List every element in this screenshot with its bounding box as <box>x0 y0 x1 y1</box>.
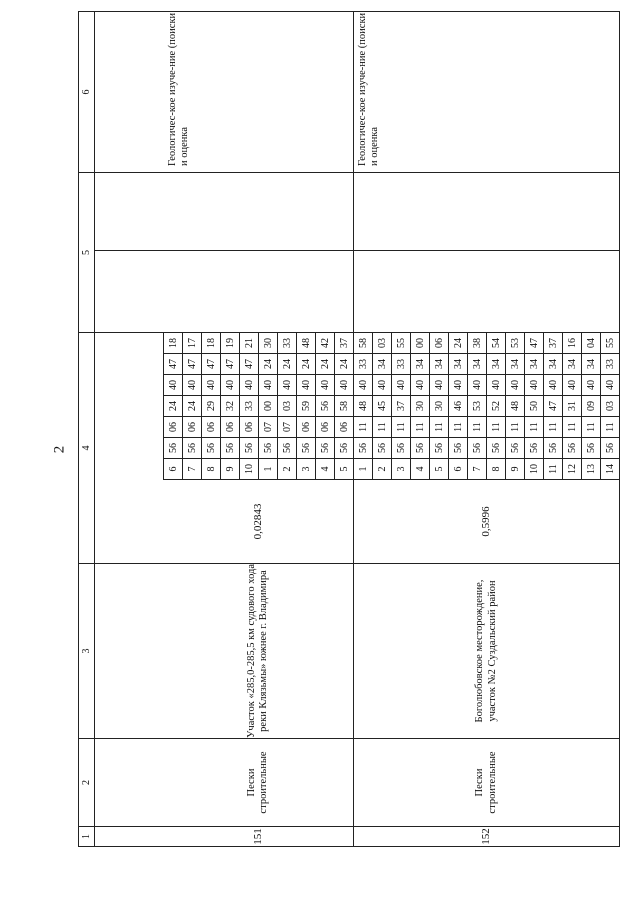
lon-deg: 40 <box>449 375 468 396</box>
lon-sec: 47 <box>525 333 544 354</box>
spacer-cell <box>95 739 164 827</box>
lon-min: 47 <box>240 354 259 375</box>
lon-min: 34 <box>582 354 601 375</box>
lon-sec: 54 <box>487 333 506 354</box>
point-number: 1 <box>354 459 373 480</box>
point-number: 8 <box>202 459 221 480</box>
point-number: 13 <box>582 459 601 480</box>
lat-sec: 37 <box>392 396 411 417</box>
lat-sec: 33 <box>240 396 259 417</box>
lat-min: 11 <box>411 417 430 438</box>
point-number: 1 <box>259 459 278 480</box>
lon-sec: 37 <box>335 333 354 354</box>
spacer-cell <box>95 251 164 333</box>
point-number: 10 <box>240 459 259 480</box>
mineral-type: Пески строительные <box>354 739 620 827</box>
header-row <box>79 12 95 847</box>
lat-min: 11 <box>430 417 449 438</box>
lon-min: 24 <box>278 354 297 375</box>
lon-min: 47 <box>183 354 202 375</box>
point-number: 5 <box>430 459 449 480</box>
lon-sec: 24 <box>449 333 468 354</box>
lat-sec: 31 <box>563 396 582 417</box>
point-number: 9 <box>221 459 240 480</box>
lon-deg: 40 <box>164 375 183 396</box>
point-number: 2 <box>373 459 392 480</box>
lat-deg: 56 <box>449 438 468 459</box>
point-number: 12 <box>563 459 582 480</box>
rotated-table-container <box>78 12 616 847</box>
point-number: 8 <box>487 459 506 480</box>
lon-deg: 40 <box>411 375 430 396</box>
lon-deg: 40 <box>202 375 221 396</box>
lat-deg: 56 <box>468 438 487 459</box>
lon-sec: 55 <box>392 333 411 354</box>
point-number: 3 <box>392 459 411 480</box>
lon-min: 34 <box>487 354 506 375</box>
lat-sec: 30 <box>430 396 449 417</box>
lon-sec: 17 <box>183 333 202 354</box>
lat-min: 07 <box>259 417 278 438</box>
spacer-cell <box>95 333 164 564</box>
point-number: 14 <box>601 459 620 480</box>
lon-min: 34 <box>449 354 468 375</box>
lat-sec: 59 <box>297 396 316 417</box>
lat-min: 11 <box>354 417 373 438</box>
lat-min: 06 <box>335 417 354 438</box>
point-number: 5 <box>335 459 354 480</box>
lat-deg: 56 <box>259 438 278 459</box>
point-number: 2 <box>278 459 297 480</box>
lat-deg: 56 <box>316 438 335 459</box>
lat-sec: 03 <box>278 396 297 417</box>
lat-min: 06 <box>221 417 240 438</box>
lon-min: 33 <box>392 354 411 375</box>
lon-deg: 40 <box>297 375 316 396</box>
lat-sec: 46 <box>449 396 468 417</box>
lat-sec: 48 <box>354 396 373 417</box>
license-purpose: Геологичес-кое изуче-ние (поиски и оценка <box>354 12 620 173</box>
lon-sec: 18 <box>164 333 183 354</box>
lat-deg: 56 <box>164 438 183 459</box>
point-number: 7 <box>183 459 202 480</box>
lon-sec: 16 <box>563 333 582 354</box>
lon-min: 34 <box>468 354 487 375</box>
deposit-area: 0,5996 <box>354 480 620 564</box>
lon-min: 47 <box>164 354 183 375</box>
lat-sec: 24 <box>183 396 202 417</box>
lat-sec: 56 <box>316 396 335 417</box>
point-number: 6 <box>164 459 183 480</box>
page-number: 2 <box>51 445 68 454</box>
lat-sec: 09 <box>582 396 601 417</box>
lat-deg: 56 <box>525 438 544 459</box>
lat-deg: 56 <box>411 438 430 459</box>
lat-sec: 30 <box>411 396 430 417</box>
lon-deg: 40 <box>373 375 392 396</box>
column-5b-cell <box>354 173 620 251</box>
column-5a-cell <box>354 251 620 333</box>
col-header-3: 3 <box>79 564 95 739</box>
lat-deg: 56 <box>202 438 221 459</box>
lon-min: 47 <box>202 354 221 375</box>
lat-deg: 56 <box>297 438 316 459</box>
col-header-6: 6 <box>79 12 95 173</box>
lat-min: 11 <box>468 417 487 438</box>
column-5a-cell <box>164 251 354 333</box>
col-header-5: 5 <box>79 173 95 333</box>
lon-min: 34 <box>506 354 525 375</box>
lon-sec: 38 <box>468 333 487 354</box>
lat-min: 11 <box>373 417 392 438</box>
spacer-cell <box>95 173 164 251</box>
lon-min: 47 <box>221 354 240 375</box>
lat-sec: 00 <box>259 396 278 417</box>
lat-sec: 53 <box>468 396 487 417</box>
lon-deg: 40 <box>221 375 240 396</box>
lat-min: 11 <box>449 417 468 438</box>
spacer-cell <box>95 827 164 847</box>
lon-deg: 40 <box>430 375 449 396</box>
lon-deg: 40 <box>506 375 525 396</box>
lon-sec: 03 <box>373 333 392 354</box>
lat-deg: 56 <box>430 438 449 459</box>
lon-sec: 06 <box>430 333 449 354</box>
point-number: 10 <box>525 459 544 480</box>
point-number: 9 <box>506 459 525 480</box>
lat-min: 11 <box>392 417 411 438</box>
lat-deg: 56 <box>582 438 601 459</box>
lon-sec: 00 <box>411 333 430 354</box>
lon-min: 24 <box>259 354 278 375</box>
column-5b-cell <box>164 173 354 251</box>
col-header-2: 2 <box>79 739 95 827</box>
lon-min: 24 <box>297 354 316 375</box>
coordinates-table <box>78 11 620 847</box>
lat-min: 11 <box>582 417 601 438</box>
lon-sec: 33 <box>278 333 297 354</box>
lon-min: 24 <box>335 354 354 375</box>
lat-min: 11 <box>544 417 563 438</box>
mineral-type: Пески строительные <box>164 739 354 827</box>
lat-deg: 56 <box>392 438 411 459</box>
lon-min: 34 <box>563 354 582 375</box>
lon-deg: 40 <box>582 375 601 396</box>
point-number: 4 <box>316 459 335 480</box>
spacer-cell <box>95 12 164 173</box>
lat-deg: 56 <box>487 438 506 459</box>
lat-min: 11 <box>601 417 620 438</box>
lon-deg: 40 <box>354 375 373 396</box>
col-header-1: 1 <box>79 827 95 847</box>
deposit-number: 152 <box>354 827 620 847</box>
point-number: 4 <box>411 459 430 480</box>
lat-sec: 24 <box>164 396 183 417</box>
lon-deg: 40 <box>468 375 487 396</box>
spacer-row <box>95 12 164 847</box>
point-number: 3 <box>297 459 316 480</box>
lat-min: 11 <box>525 417 544 438</box>
point-number: 11 <box>544 459 563 480</box>
lon-deg: 40 <box>525 375 544 396</box>
deposit-number: 151 <box>164 827 354 847</box>
spacer-cell <box>95 564 164 739</box>
coordinate-row <box>354 12 373 847</box>
lat-deg: 56 <box>373 438 392 459</box>
lat-deg: 56 <box>563 438 582 459</box>
license-purpose: Геологичес-кое изуче-ние (поиски и оценка <box>164 12 354 173</box>
lat-deg: 56 <box>354 438 373 459</box>
lon-sec: 04 <box>582 333 601 354</box>
coordinate-row <box>164 12 183 847</box>
lat-sec: 52 <box>487 396 506 417</box>
lon-sec: 30 <box>259 333 278 354</box>
point-number: 7 <box>468 459 487 480</box>
lon-min: 34 <box>544 354 563 375</box>
lon-min: 34 <box>430 354 449 375</box>
lon-deg: 40 <box>259 375 278 396</box>
lon-deg: 40 <box>278 375 297 396</box>
lat-min: 11 <box>487 417 506 438</box>
lon-deg: 40 <box>487 375 506 396</box>
lon-sec: 37 <box>544 333 563 354</box>
lon-deg: 40 <box>316 375 335 396</box>
lat-min: 06 <box>183 417 202 438</box>
lat-deg: 56 <box>601 438 620 459</box>
lat-deg: 56 <box>506 438 525 459</box>
lat-min: 06 <box>297 417 316 438</box>
lon-deg: 40 <box>335 375 354 396</box>
col-header-4: 4 <box>79 333 95 564</box>
lat-min: 06 <box>164 417 183 438</box>
lon-deg: 40 <box>240 375 259 396</box>
lon-sec: 48 <box>297 333 316 354</box>
lon-sec: 19 <box>221 333 240 354</box>
lat-min: 11 <box>563 417 582 438</box>
lon-min: 34 <box>411 354 430 375</box>
lat-sec: 58 <box>335 396 354 417</box>
lon-deg: 40 <box>392 375 411 396</box>
lon-sec: 42 <box>316 333 335 354</box>
lat-sec: 32 <box>221 396 240 417</box>
point-number: 6 <box>449 459 468 480</box>
lon-sec: 55 <box>601 333 620 354</box>
deposit-location: Боголюбовское месторождение, участок №2 Суздальский район <box>354 564 620 739</box>
lon-deg: 40 <box>601 375 620 396</box>
deposit-area: 0,02843 <box>164 480 354 564</box>
lat-min: 06 <box>240 417 259 438</box>
lat-sec: 03 <box>601 396 620 417</box>
lat-min: 11 <box>506 417 525 438</box>
lon-sec: 58 <box>354 333 373 354</box>
lat-min: 06 <box>316 417 335 438</box>
lon-deg: 40 <box>183 375 202 396</box>
lat-sec: 50 <box>525 396 544 417</box>
lat-deg: 56 <box>544 438 563 459</box>
lat-sec: 29 <box>202 396 221 417</box>
lon-min: 33 <box>354 354 373 375</box>
lon-deg: 40 <box>563 375 582 396</box>
lon-min: 33 <box>601 354 620 375</box>
lat-deg: 56 <box>240 438 259 459</box>
lon-deg: 40 <box>544 375 563 396</box>
lat-sec: 45 <box>373 396 392 417</box>
lat-sec: 48 <box>506 396 525 417</box>
lat-sec: 47 <box>544 396 563 417</box>
lon-min: 34 <box>525 354 544 375</box>
lon-sec: 21 <box>240 333 259 354</box>
lon-min: 24 <box>316 354 335 375</box>
lon-min: 34 <box>373 354 392 375</box>
table-body <box>79 12 620 847</box>
lon-sec: 18 <box>202 333 221 354</box>
lat-min: 06 <box>202 417 221 438</box>
lat-deg: 56 <box>278 438 297 459</box>
deposit-location: Участок «285,0-285,5 км судового хода реки Клязьмы» южнее г. Владимира <box>164 564 354 739</box>
lat-min: 07 <box>278 417 297 438</box>
lat-deg: 56 <box>221 438 240 459</box>
lat-deg: 56 <box>335 438 354 459</box>
lat-deg: 56 <box>183 438 202 459</box>
lon-sec: 53 <box>506 333 525 354</box>
